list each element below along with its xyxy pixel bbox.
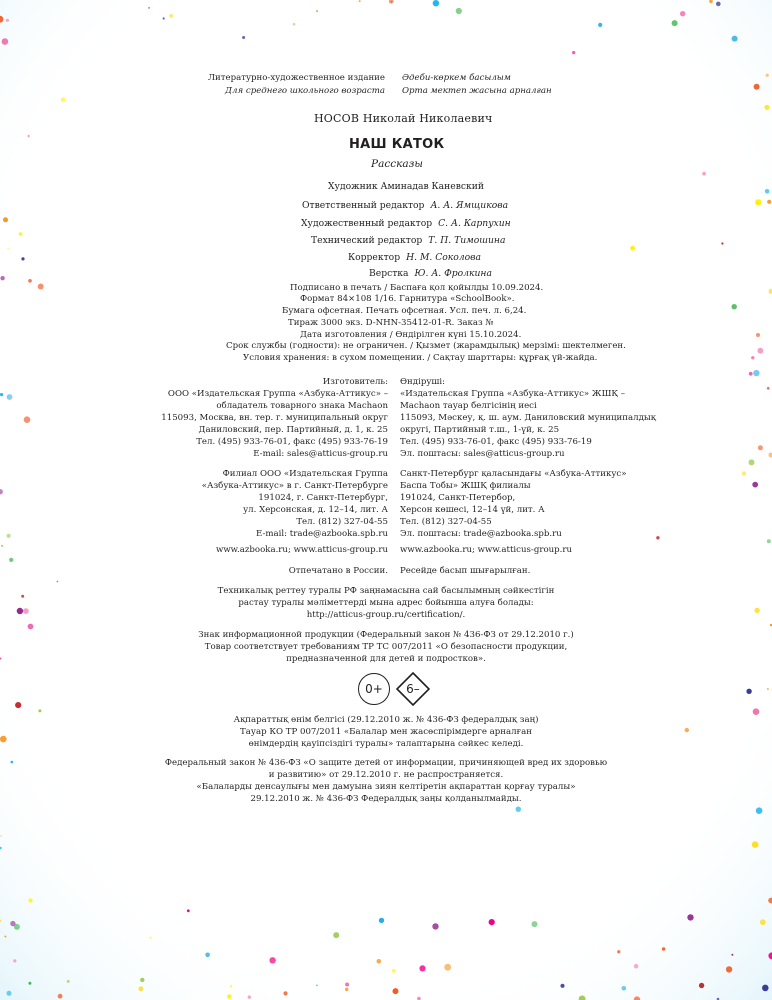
- tech-reg-line: Техникалық реттеу туралы РФ заңнамасына сай басылымның сәйкестігін: [217, 586, 555, 596]
- info-sign-line: Товар соответствует требованиям ТР ТС 007/2011 «О безопасности продукции,: [204, 642, 568, 652]
- manufacturer-right-line: Өндіруші:: [400, 377, 446, 387]
- book-subtitle: Рассказы: [371, 158, 423, 170]
- credit-name: С. А. Карпухин: [438, 218, 511, 229]
- info-sign-line: предназначенной для детей и подростков».: [286, 654, 486, 664]
- info-sign-line: Знак информационной продукции (Федеральный закон № 436-ФЗ от 29.12.2010 г.): [198, 630, 574, 640]
- credit-row: [369, 268, 492, 279]
- age-rating-0-badge: 0+: [358, 673, 390, 705]
- manufacturer-left-line: ООО «Издательская Группа «Азбука-Аттикус» –: [167, 389, 388, 399]
- print-info-line: Бумага офсетная. Печать офсетная. Усл. печ. л. 6,24.: [282, 306, 527, 316]
- branch-left-line: ул. Херсонская, д. 12–14, лит. А: [243, 505, 388, 515]
- credit-row: [302, 200, 508, 211]
- credit-name: Н. М. Соколова: [406, 252, 481, 263]
- kz-info-line: Тауар КО ТР 007/2011 «Балалар мен жасөспірімдерге арналған: [240, 727, 532, 737]
- print-info-line: Дата изготовления / Өндірілген күні 15.10.2024.: [300, 330, 522, 340]
- header-left-line-2: Для среднего школьного возраста: [225, 86, 385, 96]
- book-title: НАШ КАТОК: [349, 137, 445, 152]
- book-author: НОСОВ Николай Николаевич: [314, 112, 493, 125]
- manufacturer-left-line: Тел. (495) 933-76-01, факс (495) 933-76-19: [196, 437, 388, 447]
- manufacturer-right-line: Machaon тауар белгісінің иесі: [400, 401, 537, 411]
- kz-info-line: өнімдердің қауіпсіздігі туралы» талаптарына сәйкес келеді.: [248, 739, 524, 749]
- credit-role: Художественный редактор: [301, 218, 433, 229]
- credit-name: Ю. А. Фролкина: [414, 268, 492, 279]
- credit-role: Технический редактор: [311, 235, 423, 246]
- branch-right-line: Тел. (812) 327-04-55: [400, 517, 492, 527]
- header-left-line-1: Литературно-художественное издание: [207, 73, 385, 83]
- credit-row: [301, 218, 511, 229]
- websites-left: www.azbooka.ru; www.atticus-group.ru: [215, 545, 388, 555]
- kz-info-line: Ақпараттық өнім белгісі (29.12.2010 ж. № 436-ФЗ федералдық заң): [233, 715, 539, 725]
- manufacturer-left-line: E-mail: sales@atticus-group.ru: [253, 449, 388, 459]
- print-info-line: Тираж 3000 экз. D-NHN-35412-01-R. Заказ №: [288, 318, 494, 328]
- branch-left-line: E-mail: trade@azbooka.spb.ru: [256, 529, 388, 539]
- branch-left-line: Тел. (812) 327-04-55: [296, 517, 388, 527]
- credit-row: [348, 252, 481, 263]
- credit-name: Т. П. Тимошина: [428, 235, 506, 246]
- branch-right-line: 191024, Санкт-Петербор,: [400, 493, 516, 503]
- age-rating-6-label: 6–: [406, 682, 420, 696]
- branch-left-line: Филиал ООО «Издательская Группа: [222, 469, 388, 479]
- printed-in-russia-kz: Ресейде басып шығарылған.: [400, 566, 531, 576]
- print-info-line: Подписано в печать / Баспаға қол қойылды 10.09.2024.: [290, 283, 544, 293]
- book-artist: Художник Аминадав Каневский: [328, 181, 485, 192]
- credit-name: А. А. Ямщикова: [430, 200, 509, 211]
- tech-reg-link: http://atticus-group.ru/certification/.: [306, 610, 466, 620]
- credit-role: Корректор: [348, 252, 401, 263]
- print-info-line: Срок службы (годности): не ограничен. / Қызмет (жарамдылық) мерзімі: шектелмеген.: [226, 341, 626, 351]
- websites-right: www.azbooka.ru; www.atticus-group.ru: [400, 545, 573, 555]
- header-right-line-2: Орта мектеп жасына арналған: [402, 86, 552, 96]
- branch-right-line: Херсон көшесі, 12–14 үй, лит. А: [400, 505, 545, 515]
- manufacturer-right-line: Эл. поштасы: sales@atticus-group.ru: [400, 449, 565, 459]
- manufacturer-right-line: «Издательская Группа «Азбука-Аттикус» ЖШҚ –: [400, 389, 626, 399]
- branch-right-line: Эл. поштасы: trade@azbooka.spb.ru: [400, 529, 562, 539]
- credit-role: Ответственный редактор: [302, 200, 425, 211]
- manufacturer-left-line: 115093, Москва, вн. тер. г. муниципальный округ: [161, 413, 388, 423]
- header-right-line-1: Әдеби-көркем басылым: [402, 73, 511, 83]
- manufacturer-left-line: Изготовитель:: [322, 377, 388, 387]
- credit-row: [311, 235, 505, 246]
- manufacturer-right-line: 115093, Мәскеу, қ. ш. аум. Даниловский муниципалдық: [400, 413, 656, 423]
- law-info-line: и развитию» от 29.12.2010 г. не распространяется.: [268, 770, 504, 780]
- law-info-line: 29.12.2010 ж. № 436-ФЗ Федералдық заңы қолданылмайды.: [250, 794, 522, 804]
- manufacturer-left-line: обладатель товарного знака Machaon: [216, 401, 388, 411]
- credit-role: Верстка: [369, 268, 409, 279]
- branch-left-line: «Азбука-Аттикус» в г. Санкт-Петербурге: [201, 481, 388, 491]
- branch-left-line: 191024, г. Санкт-Петербург,: [258, 493, 388, 503]
- law-info-line: «Балаларды денсаулығы мен дамуына зиян келтіретін ақпараттан қорғау туралы»: [196, 782, 576, 792]
- manufacturer-left-line: Даниловский, пер. Партийный, д. 1, к. 25: [198, 425, 388, 435]
- printed-in-russia: Отпечатано в России.: [288, 566, 388, 576]
- print-info-line: Условия хранения: в сухом помещении. / Сақтау шарттары: құрғақ үй-жайда.: [243, 353, 598, 363]
- manufacturer-right-line: Тел. (495) 933-76-01, факс (495) 933-76-19: [400, 437, 592, 447]
- age-rating-6-badge: [396, 672, 430, 706]
- branch-right-line: Санкт-Петербург қаласындағы «Азбука-Аттикус»: [400, 469, 627, 479]
- branch-right-line: Баспа Тобы» ЖШҚ филиалы: [400, 481, 531, 491]
- tech-reg-line: растау туралы мәліметтерді мына адрес бойынша алуға болады:: [238, 598, 534, 608]
- law-info-line: Федеральный закон № 436-ФЗ «О защите детей от информации, причиняющей вред их здоровью: [164, 758, 608, 768]
- manufacturer-right-line: округі, Партийный т.ш., 1-үй, к. 25: [400, 425, 560, 435]
- print-info-line: Формат 84×108 1/16. Гарнитура «SchoolBook».: [300, 294, 515, 304]
